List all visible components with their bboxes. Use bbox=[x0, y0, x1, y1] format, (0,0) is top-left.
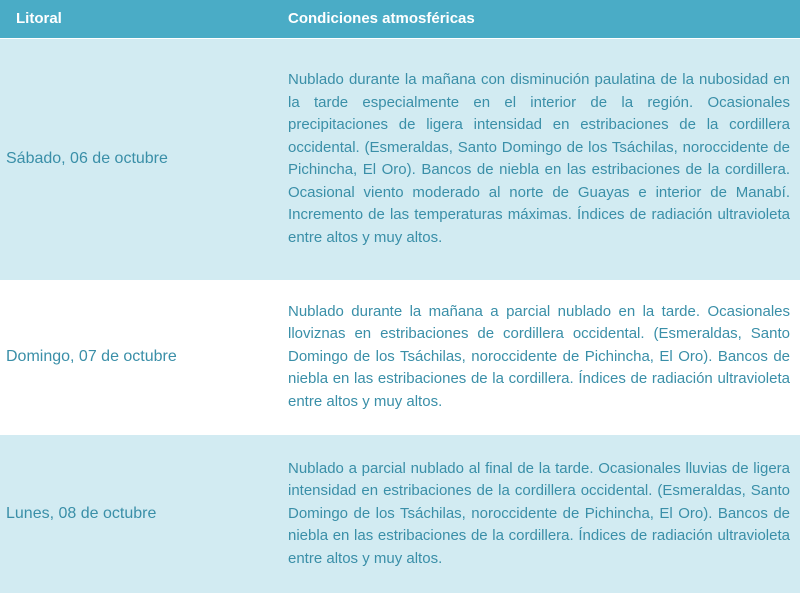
conditions-cell: Nublado durante la mañana a parcial nublado en la tarde. Ocasionales lloviznas en estribaciones de cordillera occidental. (Esmeraldas, Santo Domingo de los Tsáchilas, noroccidente de Pichincha, El Oro). Bancos de niebla en las estribaciones de la cordillera. Índices de radiación ultravioleta entre altos y muy altos. bbox=[278, 280, 800, 434]
table-row bbox=[0, 434, 800, 593]
conditions-cell: Nublado durante la mañana con disminución paulatina de la nubosidad en la tarde especialmente en el interior de la región. Ocasionales precipitaciones de ligera intensidad en estribaciones de la cordillera occidental. (Esmeraldas, Santo Domingo de los Tsáchilas, noroccidente de Pichincha, El Oro). Bancos de niebla en las estribaciones de la cordillera. Ocasional viento moderado al norte de Guayas e interior de Manabí. Incremento de las temperaturas máximas. Índices de radiación ultravioleta entre altos y muy altos. bbox=[278, 38, 800, 280]
header-conditions: Condiciones atmosféricas bbox=[288, 10, 475, 28]
day-cell: Lunes, 08 de octubre bbox=[0, 434, 278, 593]
table-header-row bbox=[0, 0, 800, 38]
header-region: Litoral bbox=[16, 10, 62, 28]
day-cell: Sábado, 06 de octubre bbox=[0, 38, 278, 280]
table-row bbox=[0, 38, 800, 280]
day-cell: Domingo, 07 de octubre bbox=[0, 280, 278, 434]
table-row bbox=[0, 280, 800, 434]
conditions-cell: Nublado a parcial nublado al final de la tarde. Ocasionales lluvias de ligera intensidad en estribaciones de la cordillera occidental. (Esmeraldas, Santo Domingo de los Tsáchilas, noroccidente de Pichincha, El Oro). Bancos de niebla en las estribaciones de la cordillera. Índices de radiación ultravioleta entre altos y muy altos. bbox=[278, 434, 800, 593]
